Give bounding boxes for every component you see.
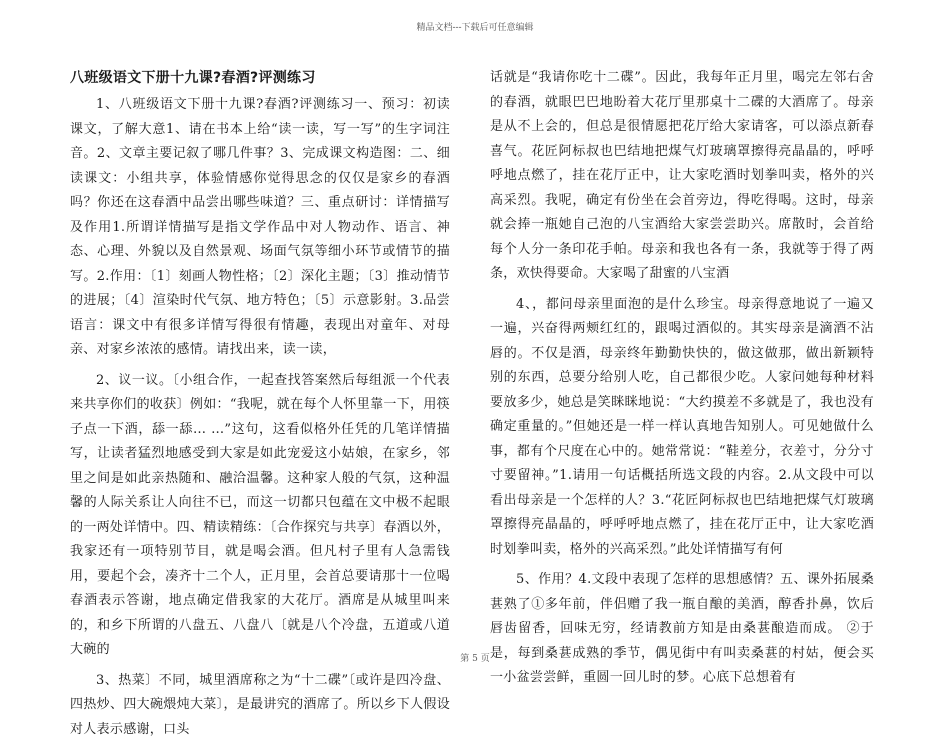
paragraph: 5、作用？4.文段中表现了怎样的思想感情？五、课外拓展桑葚熟了①多年前，伴侣赠了我一瓶自酿的美酒，醇香扑鼻，饮后唇齿留香，回味无穷，经请教前方知是由桑葚酿造而成。 ②于是，每到桑葚成熟的季节，偶见街中有叫卖桑葚的村姑，便会买一小盆尝尝鲜，重圆一回儿时的梦。心底下总想着有: [490, 572, 874, 685]
right-column: [490, 66, 874, 697]
paragraph: 1、八班级语文下册十九课?春酒?评测练习一、预习：初读课文，了解大意1、请在书本上给“读一读，写一写”的生字词注音。2、文章主要记叙了哪几件事？3、完成课文构造图：二、细读课文：小组共享，体验情感你觉得思念的仅仅是家乡的春酒吗？你还在这春酒中品尝出哪些味道？三、重点研讨：详情描写及作用1.所谓详情描写是指文学作品中对人物动作、语言、神态、心理、外貌以及自然景观、场面气氛等细小环节或情节的描写。2.作用：〔1〕刻画人物性格；〔2〕深化主题；〔3〕推动情节的进展；〔4〕渲染时代气氛、地方特色；〔5〕示意影射。3.品尝语言：课文中有很多详情写得很有情趣，表现出对童年、对母亲、对家乡浓浓的感情。请找出来，读一读，: [70, 97, 450, 357]
paragraph: 4、，都问母亲里面泡的是什么珍宝。母亲得意地说了一遍又一遍，兴奋得两颊红红的，跟喝过酒似的。其实母亲是滴酒不沾唇的。不仅是酒，母亲终年勤勤快快的，做这做那，做出新颖特别的东西，总要分给别人吃，自己都很少吃。人家问她每种材料要放多少，她总是笑眯眯地说：“大约摸差不多就是了，我也没有确定重量的。”但她还是一样一样认真地告知别人。可见她做什么事，都有个尺度在心中的。她常常说：“鞋差分，衣差寸，分分寸寸要留神。”1.请用一句话概括所选文段的内容。2.从文段中可以看出母亲是一个怎样的人？3.“花匠阿标叔也巴结地把煤气灯玻璃罩擦得亮晶晶的，呼呼呼地点燃了，挂在花厅正中，让大家吃酒时划拳叫卖，格外的兴高采烈。”此处详情描写有何: [490, 296, 874, 557]
paragraph: 2、议一议。〔小组合作，一起查找答案然后每组派一个代表来共享你们的收获〕例如：“我呢，就在每个人怀里靠一下，用筷子点一下酒，舔一舔… …”这句，这看似格外任凭的几笔详情描写，让读者猛烈地感受到大家是如此宠爱这小姑娘，在家乡，邻里之间是如此亲热随和、融洽温馨。这种家人般的气氛，这种温馨的人际关系让人向往不已，而这一切都只包蕴在文中极不起眼的一两处详情中。四、精读精练：〔合作探究与共享〕春酒以外，我家还有一项特别节目，就是喝会酒。但凡村子里有人急需钱用，要起个会，凑齐十二个人，正月里，会首总要请那十一位喝春酒表示答谢，地点确定借我家的大花厅。酒席是从城里叫来的，和乡下所谓的八盘五、八盘八〔就是八个冷盘，五道或八道大碗的: [70, 372, 450, 657]
paragraph: 3、热菜〕不同，城里酒席称之为“十二碟”〔或许是四冷盘、四热炒、四大碗煨炖大菜〕，是最讲究的酒席了。所以乡下人假设对人表示感谢，口头: [70, 672, 450, 737]
document-title: 八班级语文下册十九课?春酒?评测练习: [70, 70, 316, 86]
page-header: 精品文档---下载后可任意编辑: [416, 23, 534, 33]
paragraph: 话就是“我请你吃十二碟”。因此，我每年正月里，喝完左邻右舍的春酒，就眼巴巴地盼着大花厅里那桌十二碟的大酒席了。母亲是从不上会的，但总是很情愿把花厅给大家请客，可以添点新春喜气。花匠阿标叔也巴结地把煤气灯玻璃罩擦得亮晶晶的，呼呼呼地点燃了，挂在花厅正中，让大家吃酒时划拳叫卖，格外的兴高采烈。我呢，确定有份坐在会首旁边，得吃得喝。这时，母亲就会捧一瓶她自己泡的八宝酒给大家尝尝助兴。席散时，会首给每个人分一条印花手帕。母亲和我也各有一条，我就等于得了两条，欢快得要命。大家喝了甜蜜的八宝酒: [490, 70, 874, 281]
left-column: [70, 66, 450, 748]
page-number: 第 5 页: [460, 654, 490, 664]
